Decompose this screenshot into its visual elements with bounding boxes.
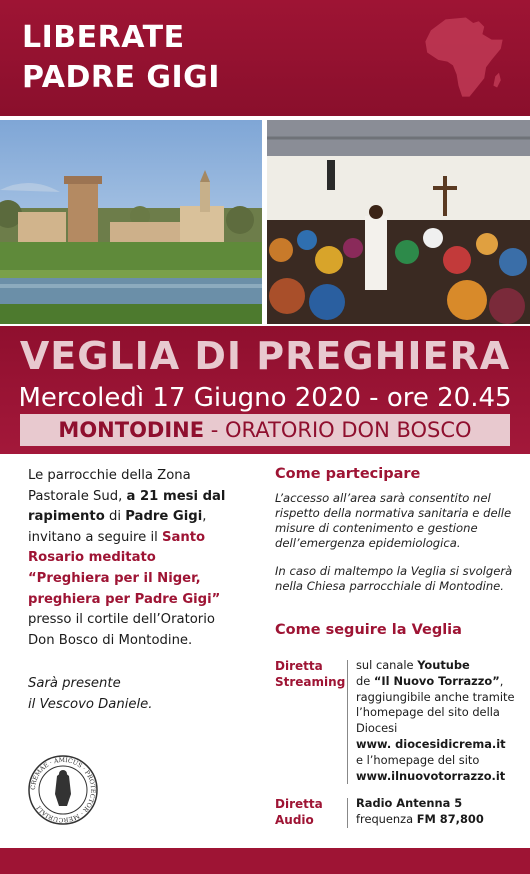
participate-heading: Come partecipare [275,466,421,482]
bishop-line1: Sarà presente [28,676,121,691]
location-place: ORATORIO DON BOSCO [225,418,472,442]
footer-bar [0,848,530,874]
location-bar [20,414,510,446]
diocese-seal-icon [27,754,99,826]
nuovo-torrazzo-channel: “Il Nuovo Torrazzo” [373,673,500,688]
audio-divider [347,798,348,828]
follow-heading: Come seguire la Veglia [275,622,462,638]
location-separator: - [204,418,226,442]
audio-frequency: FM 87,800 [416,811,484,826]
audio-frequency-prefix: frequenza [356,811,417,826]
seal-text: CREMAE · AMICUS · PROTECTOR · MERCURIALI [29,756,97,824]
intro-rosary-title: Santo Rosario meditato “Preghiera per il Niger, preghiera per Padre Gigi” [28,529,221,607]
radio-station-name: Radio Antenna 5 [356,796,463,810]
prayer-gathering-photo [267,120,530,324]
intro-text-4: presso il cortile dell’Oratorio Don Bosco di Montodine. [28,612,215,648]
village-river-photo [0,120,262,324]
intro-months: a 21 mesi dal rapimento [28,488,226,525]
location-town: MONTODINE [58,418,205,442]
diocese-website-link[interactable]: www. diocesidicrema.it [356,736,506,751]
youtube-label: Youtube [417,658,470,672]
header-banner [0,0,530,116]
streaming-text-g: e l’homepage del sito [356,752,480,767]
streaming-text-a: sul canale [356,658,418,672]
streaming-label: Diretta Streaming [275,659,346,689]
audio-row [275,796,515,832]
header-title-line1: LIBERATE [22,20,185,55]
intro-column [28,466,238,651]
streaming-text-e: , raggiungibile anche tramite l’homepage del sito della Diocesi [356,673,515,736]
africa-map-icon [418,12,510,104]
intro-padre-gigi: Padre Gigi [125,509,203,525]
streaming-divider [347,660,348,784]
streaming-text-c: de [356,673,374,688]
intro-text-2: di [104,509,126,525]
intro-paragraph [28,466,238,651]
torrazzo-website-link[interactable]: www.ilnuovotorrazzo.it [356,768,506,783]
participate-access-text: L’accesso all’area sarà consentito nel rispetto della normativa sanitaria e delle misure di contenimento e gestione dell’emergenza epidemiologica. [275,491,512,550]
audio-details [356,796,516,828]
participate-weather-text: In caso di maltempo la Veglia si svolgerà nella Chiesa parrocchiale di Montodine. [275,564,513,593]
bishop-note [28,674,152,715]
bishop-line2: il Vescovo Daniele. [28,696,153,712]
intro-text-1: Le parrocchie della Zona Pastorale Sud, [28,468,191,504]
event-title: VEGLIA DI PREGHIERA [19,334,511,378]
header-title-line2: PADRE GIGI [22,60,220,95]
streaming-details [356,658,516,784]
streaming-row [275,658,515,788]
photo-strip [0,116,530,324]
info-column [275,466,515,638]
event-band [0,326,530,454]
event-date: Mercoledì 17 Giugno 2020 - ore 20.45 [18,383,512,413]
intro-text-3: , invitano a seguire il [28,509,207,545]
audio-label: Diretta Audio [275,797,323,827]
